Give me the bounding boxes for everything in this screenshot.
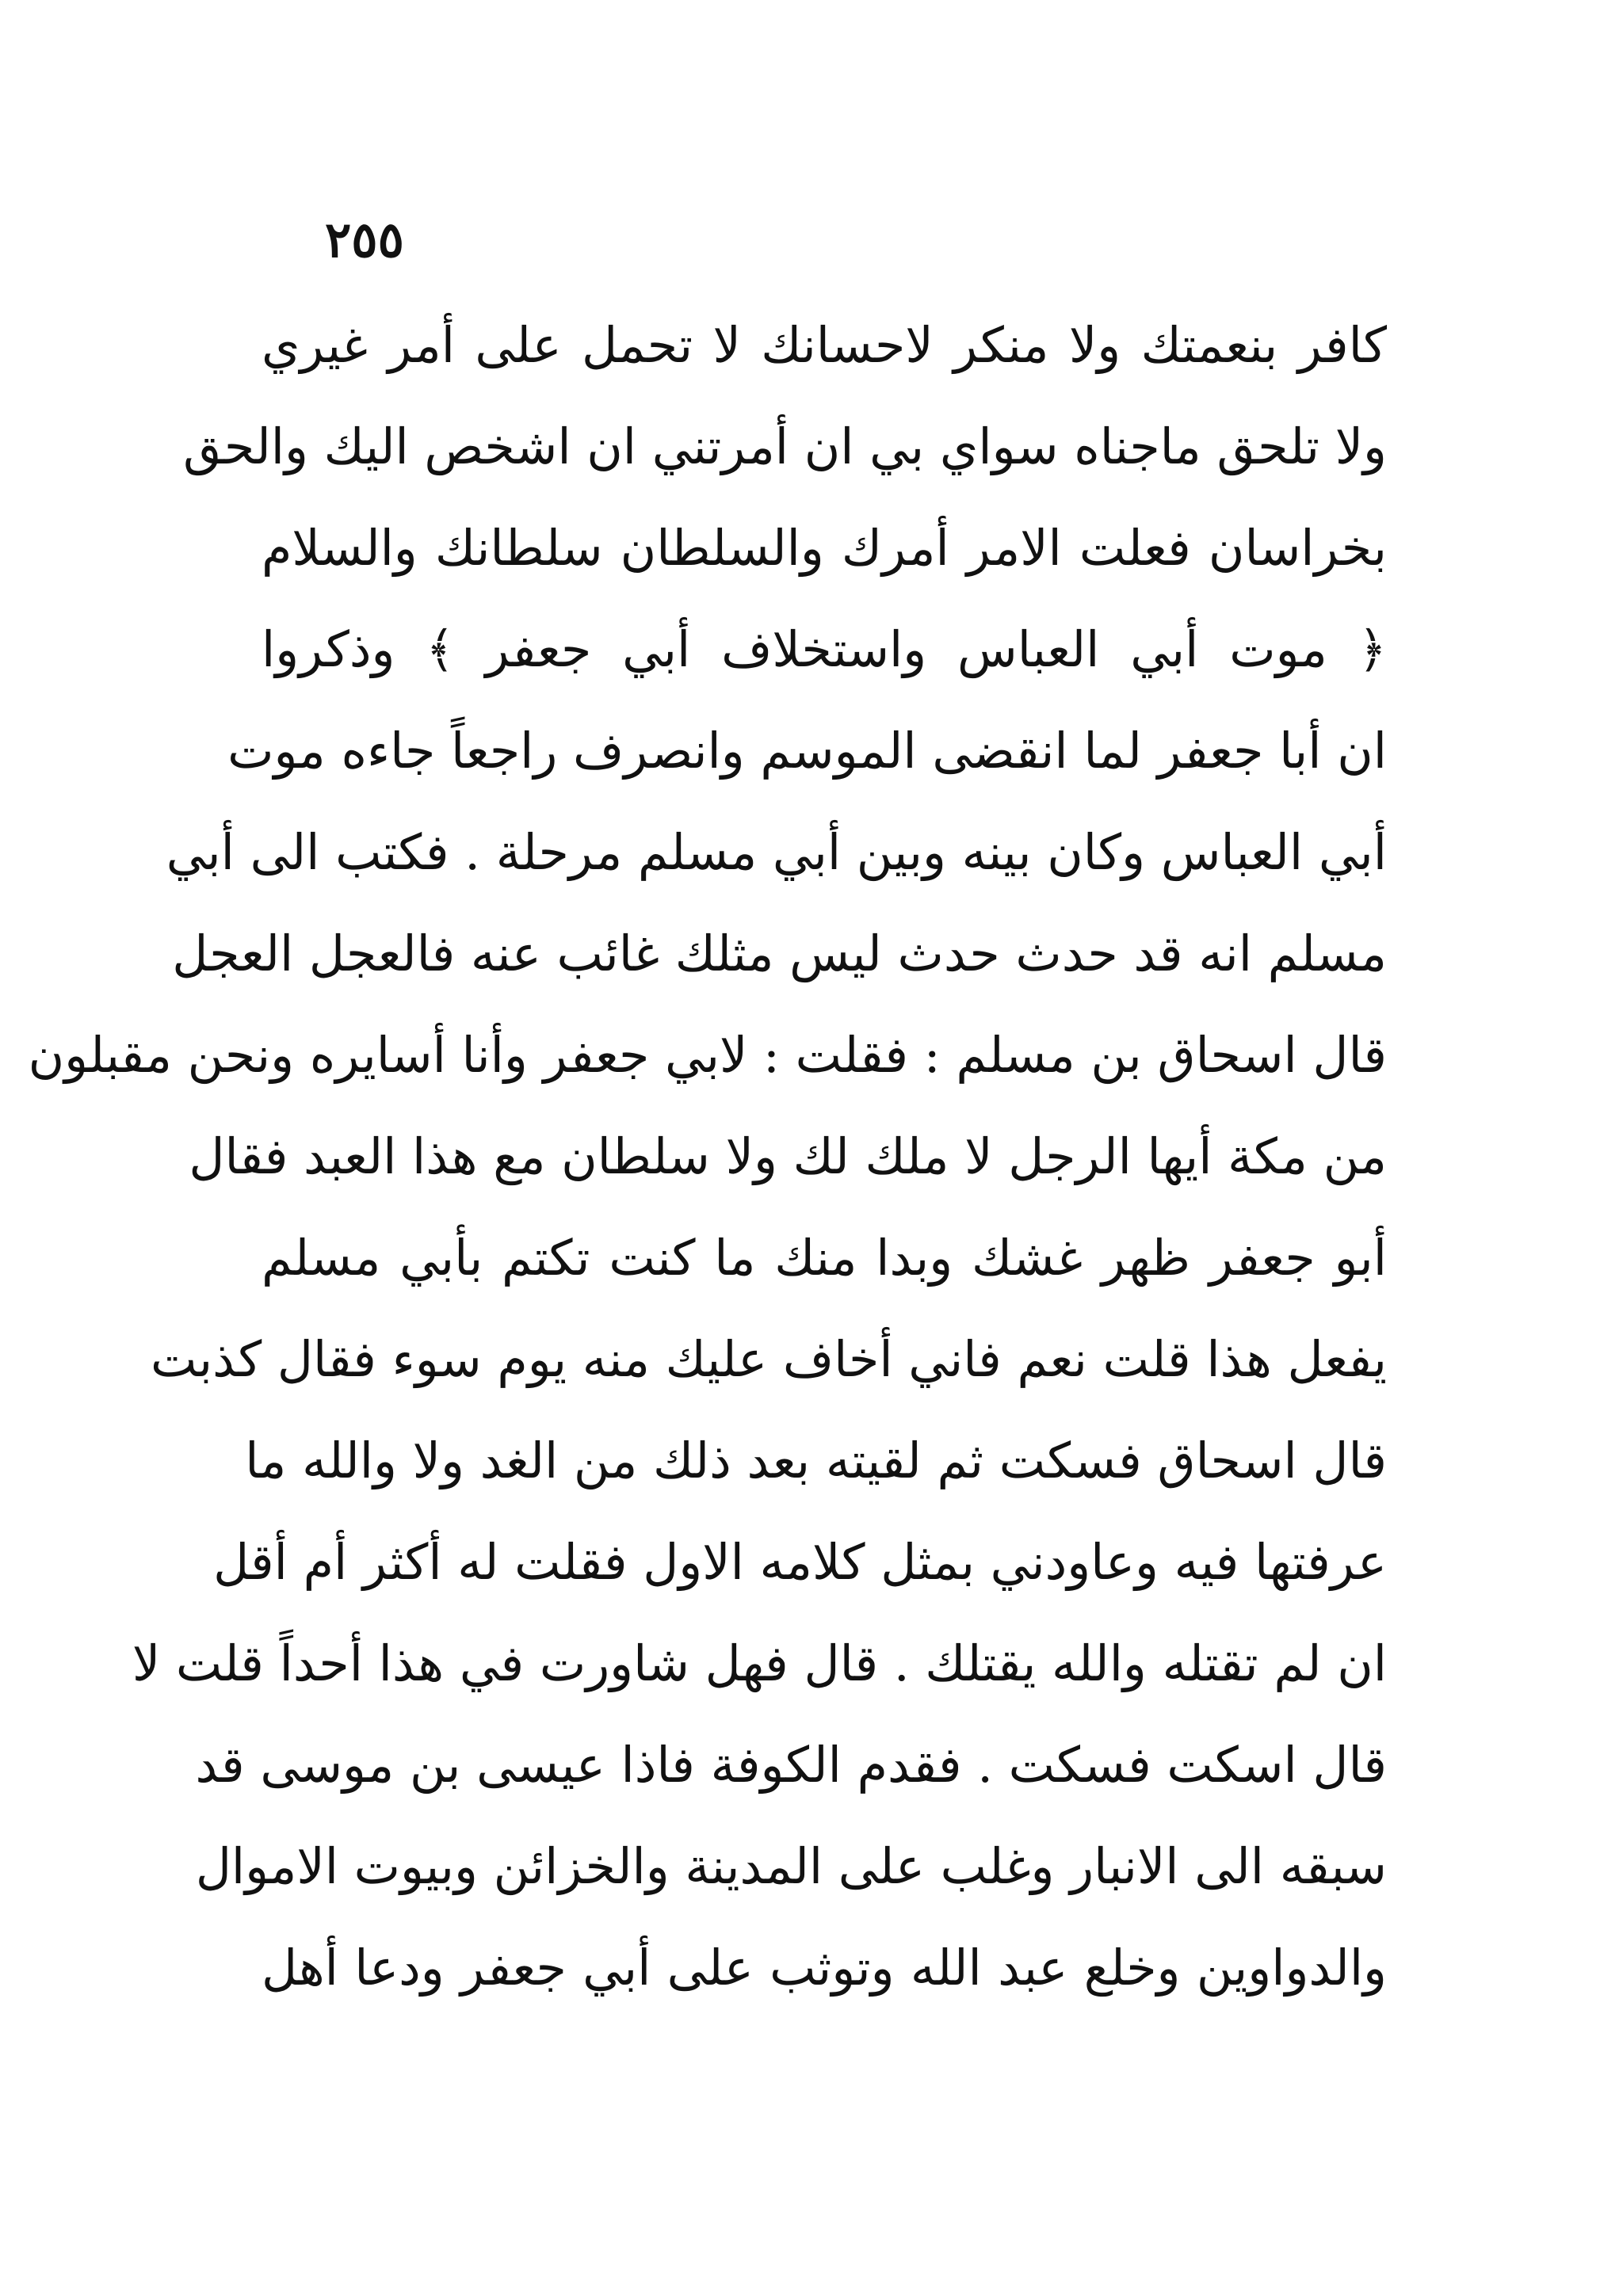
section-heading-line: ﴿ موت أبي العباس واستخلاف أبي جعفر ﴾ وذكروا bbox=[262, 620, 1387, 678]
page-number: ٢٥٥ bbox=[325, 211, 404, 269]
text-line-17: والدواوين وخلع عبد الله وتوثب على أبي جعفر ودعا أهل bbox=[262, 1939, 1387, 1997]
text-line-9: من مكة أيها الرجل لا ملك لك ولا سلطان مع هذا العبد فقال bbox=[189, 1127, 1387, 1185]
text-line-2: ولا تلحق ماجناه سواي بي ان أمرتني ان اشخص اليك والحق bbox=[183, 418, 1387, 475]
text-line-8: قال اسحاق بن مسلم : فقلت : لابي جعفر وأنا أسايره ونحن مقبلون bbox=[28, 1026, 1387, 1084]
text-line-1: كافر بنعمتك ولا منكر لاحسانك لا تحمل على أمر غيري bbox=[262, 316, 1387, 374]
text-line-6: أبي العباس وكان بينه وبين أبي مسلم مرحلة . فكتب الى أبي bbox=[166, 823, 1387, 881]
body-text bbox=[28, 295, 1387, 2019]
text-line-12: قال اسحاق فسكت ثم لقيته بعد ذلك من الغد ولا والله ما bbox=[245, 1432, 1387, 1489]
text-line-15: قال اسكت فسكت . فقدم الكوفة فاذا عيسى بن موسى قد bbox=[195, 1736, 1387, 1794]
text-line-10: أبو جعفر ظهر غشك وبدا منك ما كنت تكتم بأبي مسلم bbox=[262, 1229, 1387, 1287]
text-line-16: سبقه الى الانبار وغلب على المدينة والخزائن وبيوت الاموال bbox=[195, 1837, 1387, 1895]
text-line-3: بخراسان فعلت الامر أمرك والسلطان سلطانك والسلام bbox=[262, 519, 1387, 577]
text-line-13: عرفتها فيه وعاودني بمثل كلامه الاول فقلت له أكثر أم أقل bbox=[213, 1533, 1387, 1591]
text-line-14: ان لم تقتله والله يقتلك . قال فهل شاورت في هذا أحداً قلت لا bbox=[132, 1634, 1387, 1692]
text-line-11: يفعل هذا قلت نعم فاني أخاف عليك منه يوم سوء فقال كذبت bbox=[151, 1330, 1387, 1388]
text-line-7: مسلم انه قد حدث حدث ليس مثلك غائب عنه فالعجل العجل bbox=[172, 925, 1387, 982]
text-line-5: ان أبا جعفر لما انقضى الموسم وانصرف راجعاً جاءه موت bbox=[227, 722, 1387, 780]
